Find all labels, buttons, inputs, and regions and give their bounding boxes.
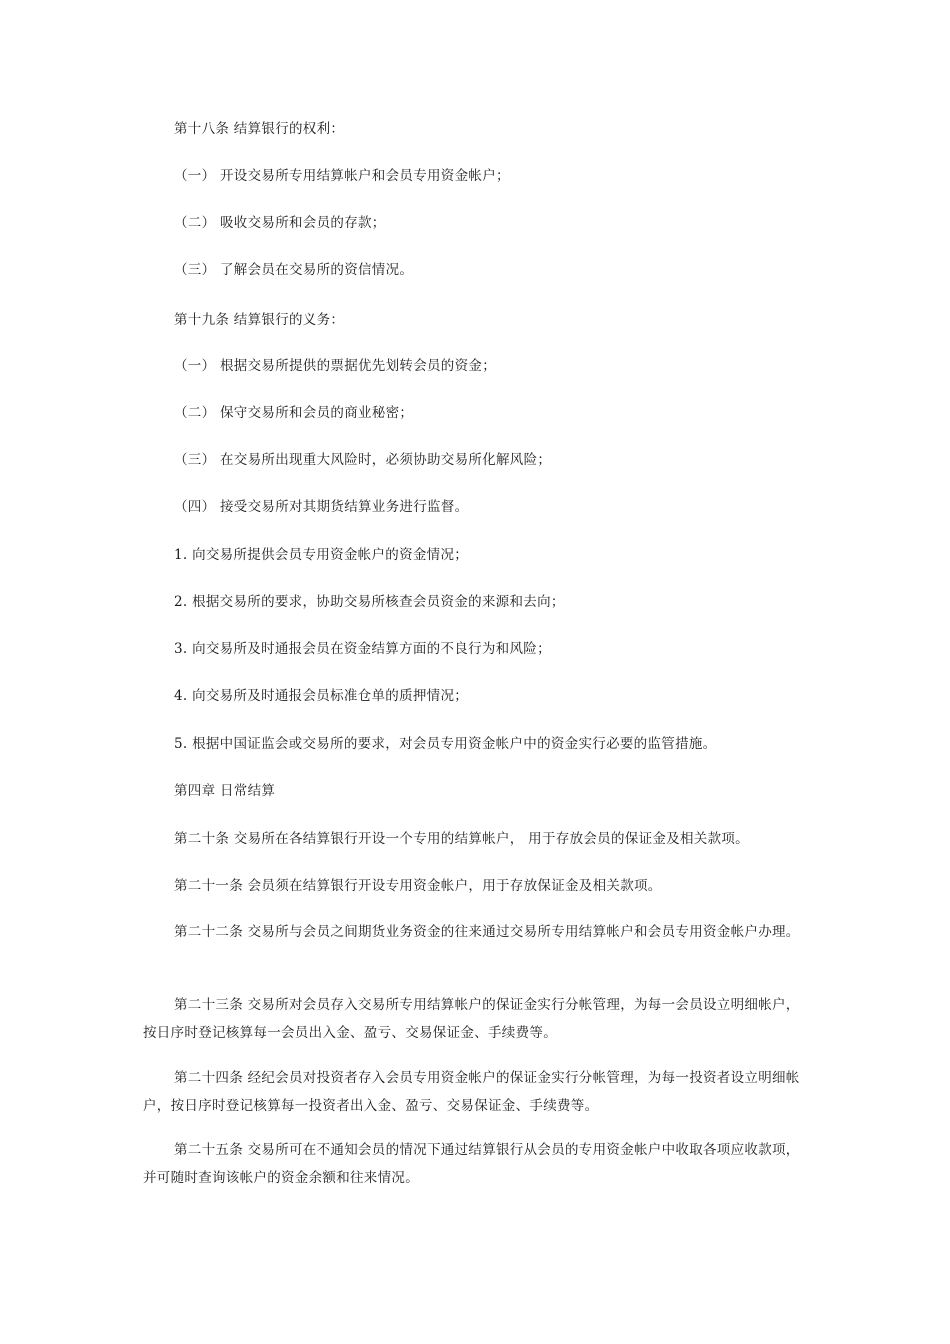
article-18-item-1: （一） 开设交易所专用结算帐户和会员专用资金帐户； (174, 168, 510, 184)
supervision-item-4: 4. 向交易所及时通报会员标准仓单的质押情况； (174, 688, 469, 704)
chapter-4-heading: 第四章 日常结算 (174, 783, 276, 799)
supervision-item-2: 2. 根据交易所的要求，协助交易所核查会员资金的来源和去向； (174, 594, 565, 610)
article-18-heading: 第十八条 结算银行的权利： (174, 121, 345, 137)
supervision-item-1: 1. 向交易所提供会员专用资金帐户的资金情况； (174, 547, 469, 563)
article-20: 第二十条 交易所在各结算银行开设一个专用的结算帐户， 用于存放会员的保证金及相关款项。 (174, 831, 749, 847)
article-19-item-4: （四） 接受交易所对其期货结算业务进行监督。 (174, 499, 469, 515)
article-19-item-1: （一） 根据交易所提供的票据优先划转会员的资金； (174, 358, 496, 374)
article-25: 第二十五条 交易所可在不通知会员的情况下通过结算银行从会员的专用资金帐户中收取各项应收款项，并可随时查询该帐户的资金余额和往来情况。 (143, 1142, 800, 1186)
article-24: 第二十四条 经纪会员对投资者存入会员专用资金帐户的保证金实行分帐管理，为每一投资者设立明细帐户，按日序时登记核算每一投资者出入金、盈亏、交易保证金、手续费等。 (143, 1070, 800, 1114)
article-19-item-2: （二） 保守交易所和会员的商业秘密； (174, 405, 414, 421)
article-21: 第二十一条 会员须在结算银行开设专用资金帐户，用于存放保证金及相关款项。 (174, 878, 662, 894)
article-19-item-3: （三） 在交易所出现重大风险时，必须协助交易所化解风险； (174, 452, 552, 468)
article-19-heading: 第十九条 结算银行的义务： (174, 312, 345, 328)
article-22: 第二十二条 交易所与会员之间期货业务资金的往来通过交易所专用结算帐户和会员专用资金帐户办理。 (174, 924, 800, 940)
article-18-item-3: （三） 了解会员在交易所的资信情况。 (174, 262, 414, 278)
supervision-item-3: 3. 向交易所及时通报会员在资金结算方面的不良行为和风险； (174, 641, 551, 657)
article-23: 第二十三条 交易所对会员存入交易所专用结算帐户的保证金实行分帐管理，为每一会员设立明细帐户，按日序时登记核算每一会员出入金、盈亏、交易保证金、手续费等。 (143, 997, 800, 1041)
article-18-item-2: （二） 吸收交易所和会员的存款； (174, 215, 386, 231)
supervision-item-5: 5. 根据中国证监会或交易所的要求，对会员专用资金帐户中的资金实行必要的监管措施。 (174, 736, 717, 752)
